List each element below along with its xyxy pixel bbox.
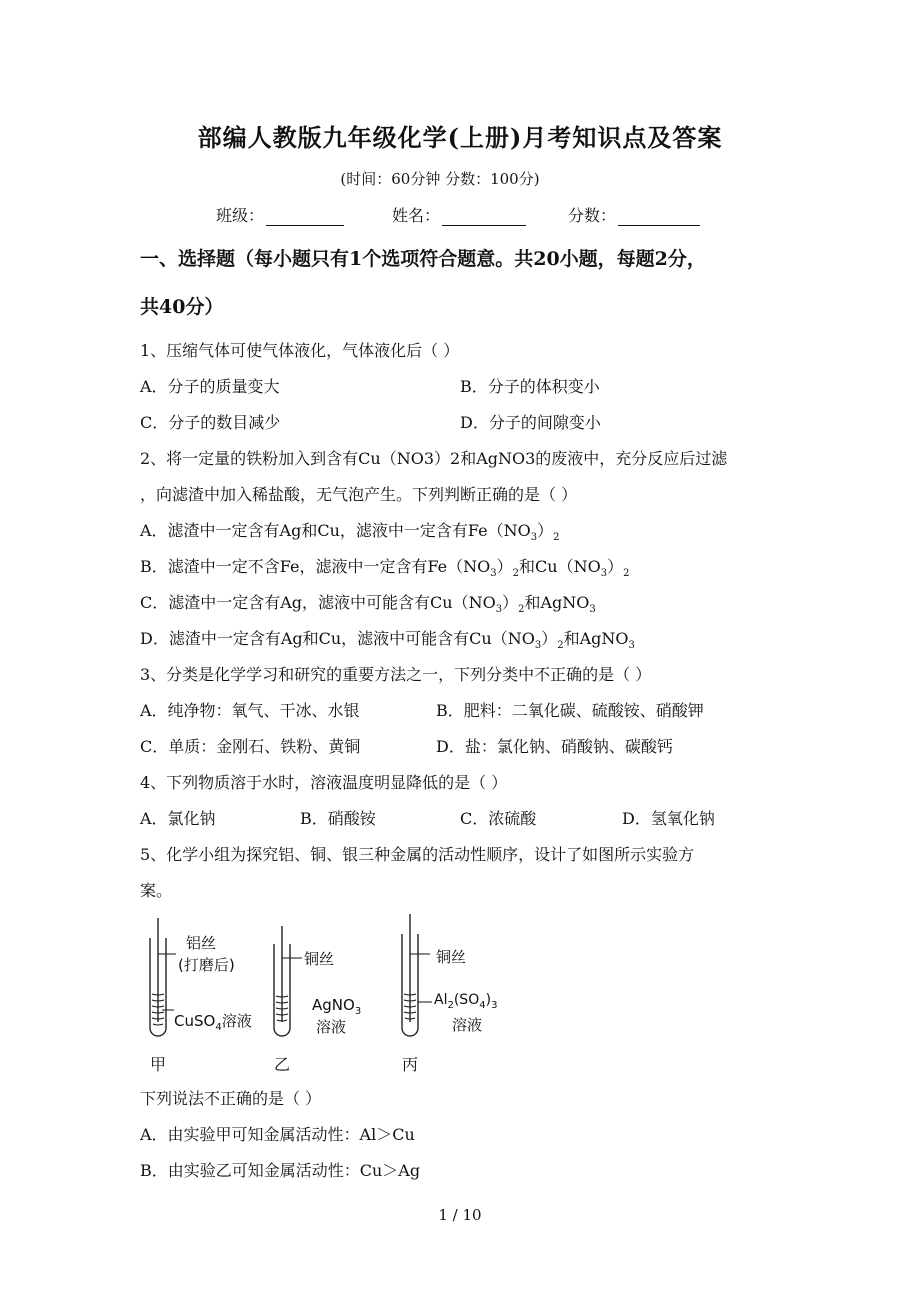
jia-solution-label <box>174 1010 252 1033</box>
question-5-prompt: 下列说法不正确的是（ ） <box>140 1089 322 1108</box>
score-blank <box>618 209 700 226</box>
option-c-sub-1: 3 <box>495 604 503 616</box>
question-3-option-b: B．肥料：二氧化碳、硫酸铵、硝酸钾 <box>436 701 704 720</box>
question-4-option-a: A．氯化钠 <box>140 809 216 828</box>
jia-sol-text-2: 溶液 <box>221 1012 252 1030</box>
question-2-option-b <box>140 554 629 579</box>
option-d-sub-2: 2 <box>557 640 564 652</box>
question-3-stem: 3、分类是化学学习和研究的重要方法之一，下列分类中不正确的是（ ） <box>140 665 652 684</box>
question-3-option-c: C．单质：金刚石、铁粉、黄铜 <box>140 737 361 756</box>
option-c-text-2: ） <box>502 593 519 612</box>
question-1-option-a: A．分子的质量变大 <box>140 377 280 396</box>
option-b-text-2: ） <box>496 557 513 576</box>
question-4-option-c: C．浓硫酸 <box>460 809 537 828</box>
score-label: 分数： <box>568 206 617 225</box>
option-c-text-1: C．滤渣中一定含有Ag，滤液中可能含有Cu（NO <box>140 593 496 612</box>
section-heading-line1: 一、选择题（每小题只有1个选项符合题意。共20小题，每题2分， <box>140 248 706 270</box>
test-tube-bing <box>402 914 432 1036</box>
question-2-stem-line1: 2、将一定量的铁粉加入到含有Cu（NO3）2和AgNO3的废液中，充分反应后过滤 <box>140 449 728 468</box>
yi-sol-text: AgNO <box>312 996 355 1014</box>
question-4-option-d: D．氢氧化钠 <box>622 809 715 828</box>
test-tube-yi <box>274 926 302 1036</box>
option-a-sub-2: 2 <box>553 532 560 544</box>
jia-wire-note: (打磨后) <box>178 956 235 974</box>
option-d-text-2: ） <box>541 629 558 648</box>
name-label: 姓名： <box>392 206 441 225</box>
bing-sol-text-1: Al <box>434 992 448 1008</box>
option-d-sub-1: 3 <box>534 640 542 652</box>
jia-sol-text: CuSO <box>174 1012 216 1030</box>
page-title: 部编人教版九年级化学(上册)月考知识点及答案 <box>197 123 723 152</box>
question-2-option-d <box>140 626 635 651</box>
exam-subtitle: (时间：60分钟 分数：100分) <box>340 170 540 188</box>
section-heading-line2: 共40分） <box>140 296 224 318</box>
bing-wire-label: 铜丝 <box>436 948 467 966</box>
option-b-sub-1: 3 <box>490 568 497 580</box>
option-b-sub-4: 2 <box>623 568 630 580</box>
question-2-option-a <box>140 518 559 543</box>
option-a-text-2: ） <box>537 521 554 540</box>
option-a-sub-1: 3 <box>530 532 538 544</box>
question-5-stem-line2: 案。 <box>140 881 173 900</box>
option-b-text-1: B．滤渣中一定不含Fe，滤液中一定含有Fe（NO <box>140 557 491 576</box>
jia-sol-sub: 4 <box>215 1022 222 1033</box>
option-c-sub-3: 3 <box>589 604 596 616</box>
yi-solution-label: 溶液 <box>316 1018 347 1036</box>
option-d-sub-3: 3 <box>628 640 635 652</box>
class-label: 班级： <box>216 206 265 225</box>
class-blank <box>266 209 344 226</box>
option-b-text-4: ） <box>607 557 624 576</box>
question-5-option-b: B．由实验乙可知金属活动性：Cu＞Ag <box>140 1161 421 1180</box>
question-3-option-d: D．盐：氯化钠、硝酸钠、碳酸钙 <box>436 737 673 756</box>
question-4-stem: 4、下列物质溶于水时，溶液温度明显降低的是（ ） <box>140 773 508 792</box>
page-number: 1 / 10 <box>438 1206 482 1224</box>
yi-solution-formula <box>312 996 361 1017</box>
question-2-stem-line2: ，向滤渣中加入稀盐酸，无气泡产生。下列判断正确的是（ ） <box>140 485 578 504</box>
option-d-text-3: 和AgNO <box>563 629 629 648</box>
bing-solution-formula <box>434 992 497 1011</box>
class-field <box>216 203 344 226</box>
bing-label: 丙 <box>402 1055 419 1074</box>
bing-sol-text-3: ) <box>485 992 492 1008</box>
option-b-sub-3: 3 <box>600 568 608 580</box>
test-tube-jia <box>150 918 176 1036</box>
option-b-sub-2: 2 <box>512 568 520 580</box>
question-4-option-b: B．硝酸铵 <box>300 809 376 828</box>
bing-solution-label: 溶液 <box>452 1016 483 1034</box>
option-d-text-1: D．滤渣中一定含有Ag和Cu，滤液中可能含有Cu（NO <box>140 629 535 648</box>
yi-label: 乙 <box>274 1055 291 1074</box>
name-blank <box>442 209 526 226</box>
option-b-text-3: 和Cu（NO <box>519 557 601 576</box>
option-c-text-3: 和AgNO <box>524 593 590 612</box>
name-field <box>392 203 526 226</box>
bing-sol-text-2: (SO <box>453 992 480 1008</box>
question-3-option-a: A．纯净物：氧气、干冰、水银 <box>140 701 360 720</box>
option-a-text-1: A．滤渣中一定含有Ag和Cu，滤液中一定含有Fe（NO <box>140 521 531 540</box>
question-2-option-c <box>140 590 596 615</box>
score-field <box>568 203 700 226</box>
bing-sol-sub-1: 2 <box>447 999 454 1011</box>
yi-sol-sub: 3 <box>354 1006 362 1017</box>
question-1-option-b: B．分子的体积变小 <box>460 377 600 396</box>
option-c-sub-2: 2 <box>518 604 525 616</box>
jia-label: 甲 <box>150 1055 167 1074</box>
question-5-stem-line1: 5、化学小组为探究铝、铜、银三种金属的活动性顺序，设计了如图所示实验方 <box>140 845 695 864</box>
bing-sol-sub-2: 4 <box>479 999 486 1011</box>
question-1-stem: 1、压缩气体可使气体液化，气体液化后（ ） <box>140 341 460 360</box>
yi-wire-label: 铜丝 <box>304 950 335 968</box>
jia-wire-label: 铝丝 <box>186 934 217 952</box>
question-5-option-a: A．由实验甲可知金属活动性：Al＞Cu <box>140 1125 415 1144</box>
bing-sol-sub-3: 3 <box>491 999 498 1011</box>
question-1-option-d: D．分子的间隙变小 <box>460 413 601 432</box>
question-1-option-c: C．分子的数目减少 <box>140 413 281 432</box>
